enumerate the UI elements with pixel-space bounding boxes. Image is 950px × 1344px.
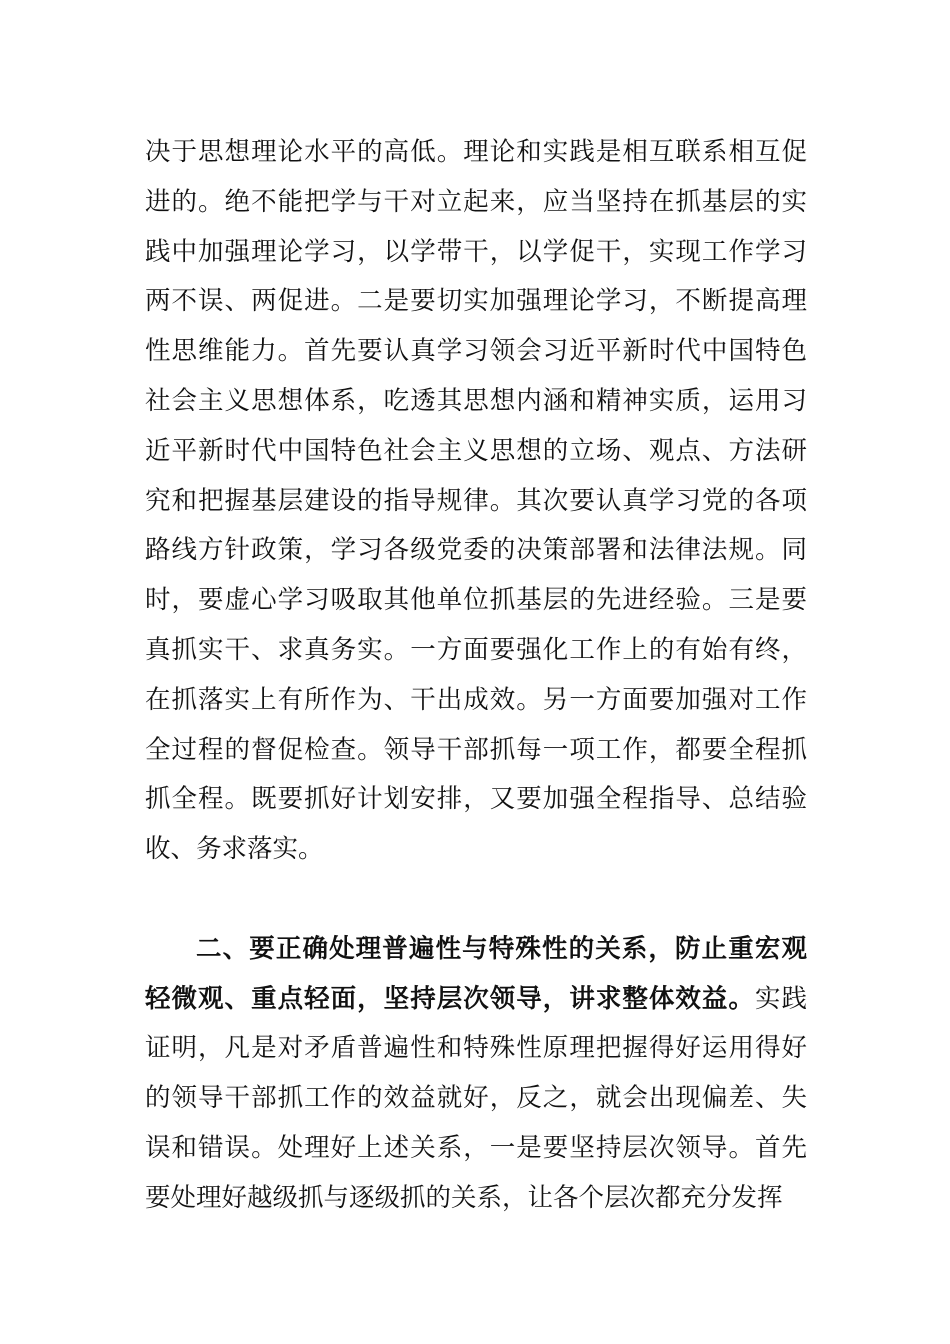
body-paragraph: 决于思想理论水平的高低。理论和实践是相互联系相互促进的。绝不能把学与干对立起来，应当坚持在抓基层的实践中加强理论学习，以学带干，以学促干，实现工作学习两不误、两促进。二是要切实加强理论学习，不断提高理性思维能力。首先要认真学习领会习近平新时代中国特色社会主义思想体系，吃透其思想内涵和精神实质，运用习近平新时代中国特色社会主义思想的立场、观点、方法研究和把握基层建设的指导规律。其次要认真学习党的各项路线方针政策，学习各级党委的决策部署和法律法规。同时，要虚心学习吸取其他单位抓基层的先进经验。三是要真抓实干、求真务实。一方面要强化工作上的有始有终，在抓落实上有所作为、干出成效。另一方面要加强对工作全过程的督促检查。领导干部抓每一项工作，都要全程抓抓全程。既要抓好计划安排，又要加强全程指导、总结验收、务求落实。 <box>145 137 807 865</box>
document-page <box>145 128 807 1224</box>
section-paragraph <box>145 925 807 1224</box>
section-body-text: 实践证明，凡是对矛盾普遍性和特殊性原理把握得好运用得好的领导干部抓工作的效益就好，反之，就会出现偏差、失误和错误。处理好上述关系，一是要坚持层次领导。首先要处理好越级抓与逐级抓的关系，让各个层次都充分发挥 <box>145 983 807 1213</box>
section-heading: 二、要正确处理普遍性与特殊性的关系，防止重宏观轻微观、重点轻面，坚持层次领导，讲求整体效益。 <box>145 933 807 1014</box>
